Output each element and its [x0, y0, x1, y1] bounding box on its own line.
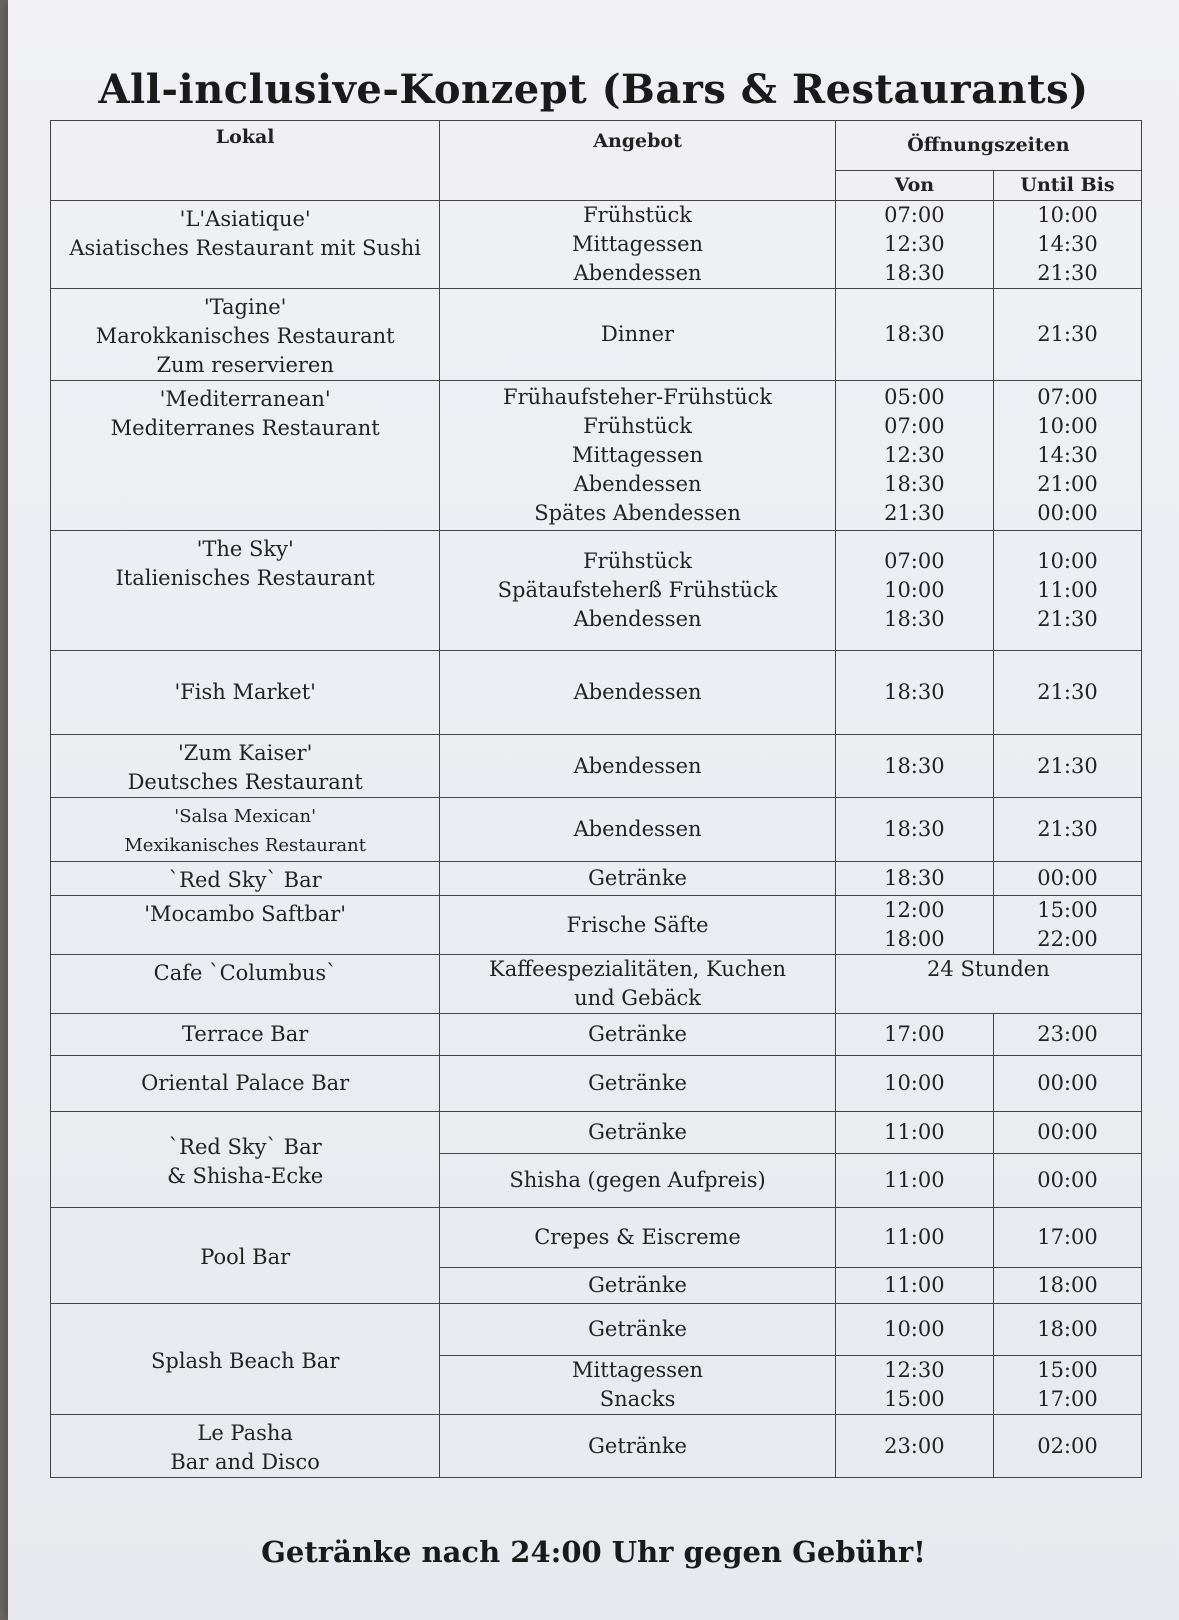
- venue-cell: [51, 651, 440, 735]
- until-time-cell: [993, 1154, 1141, 1208]
- until-time: 21:30: [1037, 607, 1098, 631]
- table-row: [51, 1208, 1142, 1268]
- from-time: 18:30: [884, 472, 945, 496]
- until-time-cell: [993, 531, 1141, 651]
- venue-name: Terrace Bar: [182, 1022, 309, 1046]
- from-time-cell: [835, 896, 993, 955]
- offer-name: Abendessen: [573, 680, 702, 704]
- venue-name: 'The Sky': [196, 537, 294, 561]
- venue-cell: [51, 381, 440, 531]
- until-time-cell: [993, 1208, 1141, 1268]
- table-row: [51, 1304, 1142, 1356]
- offer-name: Frühstück: [583, 414, 692, 438]
- offer-cell: [440, 798, 835, 862]
- table-row: [51, 1415, 1142, 1478]
- venue-cell: [51, 531, 440, 651]
- venue-name: Mexikanisches Restaurant: [124, 835, 366, 856]
- offer-name: Mittagessen: [572, 443, 704, 467]
- offer-name: Getränke: [588, 1120, 687, 1144]
- from-time: 11:00: [884, 1120, 945, 1144]
- from-time: 07:00: [884, 203, 945, 227]
- offer-name: Mittagessen: [572, 232, 704, 256]
- from-time: 10:00: [884, 1317, 945, 1341]
- venue-cell: [51, 798, 440, 862]
- until-time: 10:00: [1037, 549, 1098, 573]
- venue-cell: [51, 896, 440, 955]
- until-time-cell: [993, 1356, 1141, 1415]
- offer-cell: [440, 289, 835, 381]
- from-time: 18:30: [884, 607, 945, 631]
- offer-cell: [440, 862, 835, 896]
- venue-cell: [51, 1112, 440, 1208]
- offer-name: Abendessen: [573, 817, 702, 841]
- from-time: 23:00: [884, 1433, 945, 1458]
- offer-cell: [440, 1268, 835, 1304]
- from-time-cell: [835, 1112, 993, 1154]
- schedule-body: [51, 201, 1142, 1478]
- venue-name: 'Fish Market': [174, 680, 316, 704]
- from-time: 18:30: [884, 322, 945, 346]
- from-time-cell: [835, 289, 993, 381]
- from-time-cell: [835, 1056, 993, 1112]
- from-time: 18:30: [884, 817, 945, 841]
- venue-cell: [51, 289, 440, 381]
- offer-cell: [440, 735, 835, 798]
- from-time: 18:00: [884, 927, 945, 951]
- offer-name: Abendessen: [573, 607, 702, 631]
- venue-name: & Shisha-Ecke: [167, 1163, 324, 1188]
- offer-name: Abendessen: [573, 753, 702, 778]
- offer-name: und Gebäck: [574, 986, 701, 1010]
- venue-cell: [51, 1415, 440, 1478]
- header-von: Von: [835, 171, 993, 201]
- venue-name: 'Mediterranean': [159, 387, 331, 411]
- offer-name: Crepes & Eiscreme: [534, 1225, 741, 1249]
- offer-cell: [440, 896, 835, 955]
- until-time: 22:00: [1037, 927, 1098, 951]
- until-time-cell: [993, 735, 1141, 798]
- offer-cell: [440, 1112, 835, 1154]
- until-time: 21:30: [1037, 753, 1098, 778]
- venue-cell: [51, 201, 440, 289]
- table-row: [51, 798, 1142, 862]
- table-row: [51, 1056, 1142, 1112]
- offer-name: Mittagessen: [572, 1358, 704, 1382]
- venue-cell: [51, 862, 440, 896]
- from-time-cell: [835, 1268, 993, 1304]
- until-time: 10:00: [1037, 414, 1098, 438]
- until-time: 15:00: [1037, 1358, 1098, 1382]
- venue-name: Bar and Disco: [170, 1450, 320, 1474]
- until-time: 21:30: [1037, 817, 1098, 841]
- from-time: 15:00: [884, 1387, 945, 1411]
- offer-name: Spätaufsteherß Frühstück: [497, 578, 778, 602]
- venue-cell: [51, 955, 440, 1014]
- offer-cell: [440, 531, 835, 651]
- until-time: 14:30: [1037, 232, 1098, 256]
- offer-cell: [440, 1304, 835, 1356]
- until-time: 00:00: [1037, 1168, 1098, 1192]
- table-row: [51, 289, 1142, 381]
- until-time-cell: [993, 862, 1141, 896]
- from-time-cell: [835, 201, 993, 289]
- from-time-cell: [835, 735, 993, 798]
- venue-name: Deutsches Restaurant: [127, 770, 363, 794]
- offer-name: Snacks: [599, 1387, 676, 1411]
- offer-name: Frühstück: [583, 549, 692, 573]
- offer-cell: [440, 1208, 835, 1268]
- from-time-cell: [835, 798, 993, 862]
- until-time: 11:00: [1037, 578, 1098, 602]
- table-row: [51, 735, 1142, 798]
- offer-name: Kaffeespezialitäten, Kuchen: [489, 957, 787, 981]
- header-angebot: Angebot: [440, 121, 835, 201]
- from-time-cell: [835, 381, 993, 531]
- offer-cell: [440, 201, 835, 289]
- document-page: [8, 0, 1179, 1620]
- until-time: 23:00: [1037, 1022, 1098, 1046]
- venue-cell: [51, 735, 440, 798]
- from-time: 18:30: [884, 680, 945, 704]
- until-time-cell: [993, 1415, 1141, 1478]
- from-time: 11:00: [884, 1225, 945, 1249]
- until-time: 15:00: [1037, 898, 1098, 922]
- table-row: [51, 381, 1142, 531]
- offer-cell: [440, 1014, 835, 1056]
- offer-name: Getränke: [588, 1317, 687, 1341]
- table-row: [51, 531, 1142, 651]
- until-time: 14:30: [1037, 443, 1098, 467]
- until-time: 00:00: [1037, 501, 1098, 525]
- until-time-cell: [993, 1268, 1141, 1304]
- venue-name: Pool Bar: [200, 1245, 291, 1269]
- offer-cell: [440, 1154, 835, 1208]
- from-time: 17:00: [884, 1022, 945, 1046]
- offer-name: Abendessen: [573, 261, 702, 285]
- until-time-cell: [993, 1056, 1141, 1112]
- venue-cell: [51, 1208, 440, 1304]
- table-row: [51, 1112, 1142, 1154]
- until-time: 17:00: [1037, 1387, 1098, 1411]
- venue-name: 'Salsa Mexican': [174, 806, 317, 827]
- venue-cell: [51, 1304, 440, 1415]
- venue-cell: [51, 1056, 440, 1112]
- until-time-cell: [993, 1304, 1141, 1356]
- until-time-cell: [993, 201, 1141, 289]
- offer-name: Getränke: [588, 866, 687, 890]
- offer-cell: [440, 1415, 835, 1478]
- venue-name: Italienisches Restaurant: [115, 566, 375, 590]
- until-time: 17:00: [1037, 1225, 1098, 1249]
- from-time: 12:30: [884, 232, 945, 256]
- from-time: 05:00: [884, 385, 945, 409]
- until-time: 18:00: [1037, 1317, 1098, 1341]
- until-time-cell: [993, 289, 1141, 381]
- until-time: 21:30: [1037, 322, 1098, 346]
- from-time-cell: [835, 531, 993, 651]
- footer-note: Getränke nach 24:00 Uhr gegen Gebühr!: [261, 1535, 926, 1569]
- venue-name: 'Tagine': [203, 295, 287, 319]
- from-time: 07:00: [884, 414, 945, 438]
- venue-name: `Red Sky` Bar: [168, 1134, 322, 1159]
- until-time-cell: [993, 1112, 1141, 1154]
- offer-name: Getränke: [588, 1273, 687, 1297]
- until-time: 21:00: [1037, 472, 1098, 496]
- until-time: 00:00: [1037, 1071, 1098, 1095]
- from-time: 18:30: [884, 261, 945, 285]
- venue-name: Le Pasha: [197, 1421, 293, 1445]
- from-time-cell: [835, 1356, 993, 1415]
- until-time-cell: [993, 798, 1141, 862]
- from-time: 10:00: [884, 578, 945, 602]
- header-lokal: Lokal: [51, 121, 440, 201]
- venue-name: `Red Sky` Bar: [168, 868, 322, 892]
- venue-name: Splash Beach Bar: [150, 1348, 340, 1373]
- from-time: 12:30: [884, 1358, 945, 1382]
- until-time-cell: [993, 896, 1141, 955]
- until-time-cell: [993, 381, 1141, 531]
- offer-cell: [440, 1056, 835, 1112]
- until-time: 21:30: [1037, 680, 1098, 704]
- offer-cell: [440, 955, 835, 1014]
- from-time: 18:30: [884, 753, 945, 778]
- offer-name: Abendessen: [573, 472, 702, 496]
- offer-cell: [440, 381, 835, 531]
- offer-name: Spätes Abendessen: [534, 501, 741, 525]
- from-time-cell: [835, 862, 993, 896]
- header-oeffnungszeiten: Öffnungszeiten: [835, 121, 1141, 171]
- table-row: [51, 1014, 1142, 1056]
- venue-name: Zum reservieren: [156, 353, 334, 377]
- until-time-cell: [993, 651, 1141, 735]
- document-title: All-inclusive-Konzept (Bars & Restaurants): [98, 66, 1089, 113]
- from-time: 12:30: [884, 443, 945, 467]
- venue-name: Asiatisches Restaurant mit Sushi: [69, 236, 421, 260]
- from-time: 07:00: [884, 549, 945, 573]
- from-time-cell: [835, 651, 993, 735]
- table-row: [51, 955, 1142, 1014]
- from-time: 11:00: [884, 1168, 945, 1192]
- from-time: 18:30: [884, 866, 945, 890]
- offer-name: Getränke: [588, 1022, 687, 1046]
- venue-cell: [51, 1014, 440, 1056]
- table-row: [51, 651, 1142, 735]
- offer-name: Dinner: [601, 322, 675, 346]
- venue-name: 'Mocambo Saftbar': [144, 902, 347, 926]
- table-row: [51, 862, 1142, 896]
- from-time: 21:30: [884, 501, 945, 525]
- offer-name: Getränke: [588, 1071, 687, 1095]
- from-time: 11:00: [884, 1273, 945, 1297]
- venue-name: Mediterranes Restaurant: [110, 416, 380, 440]
- from-time-cell: [835, 1415, 993, 1478]
- until-time: 00:00: [1037, 1120, 1098, 1144]
- until-time: 00:00: [1037, 866, 1098, 890]
- venue-name: Cafe `Columbus`: [153, 961, 337, 985]
- hours-text: 24 Stunden: [927, 957, 1050, 981]
- offer-name: Frühstück: [583, 203, 692, 227]
- offer-cell: [440, 651, 835, 735]
- venue-name: Oriental Palace Bar: [141, 1071, 350, 1095]
- venue-name: 'Zum Kaiser': [177, 741, 313, 765]
- from-time-cell: [835, 1154, 993, 1208]
- until-time: 18:00: [1037, 1273, 1098, 1297]
- from-time-cell: [835, 1208, 993, 1268]
- until-time: 21:30: [1037, 261, 1098, 285]
- header-bis: Until Bis: [993, 171, 1141, 201]
- until-time: 02:00: [1037, 1433, 1098, 1458]
- from-time-cell: [835, 1014, 993, 1056]
- from-time: 10:00: [884, 1071, 945, 1095]
- from-time: 12:00: [884, 898, 945, 922]
- table-row: [51, 201, 1142, 289]
- until-time: 10:00: [1037, 203, 1098, 227]
- offer-name: Frische Säfte: [566, 912, 709, 937]
- from-time-cell: [835, 1304, 993, 1356]
- hours-cell: [835, 955, 1141, 1014]
- offer-name: Getränke: [588, 1433, 687, 1458]
- offer-cell: [440, 1356, 835, 1415]
- offer-name: Frühaufsteher-Frühstück: [503, 385, 773, 409]
- offer-name: Shisha (gegen Aufpreis): [509, 1168, 766, 1192]
- venue-name: Marokkanisches Restaurant: [95, 324, 395, 348]
- table-row: [51, 896, 1142, 955]
- venue-name: 'L'Asiatique': [179, 207, 311, 231]
- until-time-cell: [993, 1014, 1141, 1056]
- schedule-table: [50, 120, 1142, 1478]
- until-time: 07:00: [1037, 385, 1098, 409]
